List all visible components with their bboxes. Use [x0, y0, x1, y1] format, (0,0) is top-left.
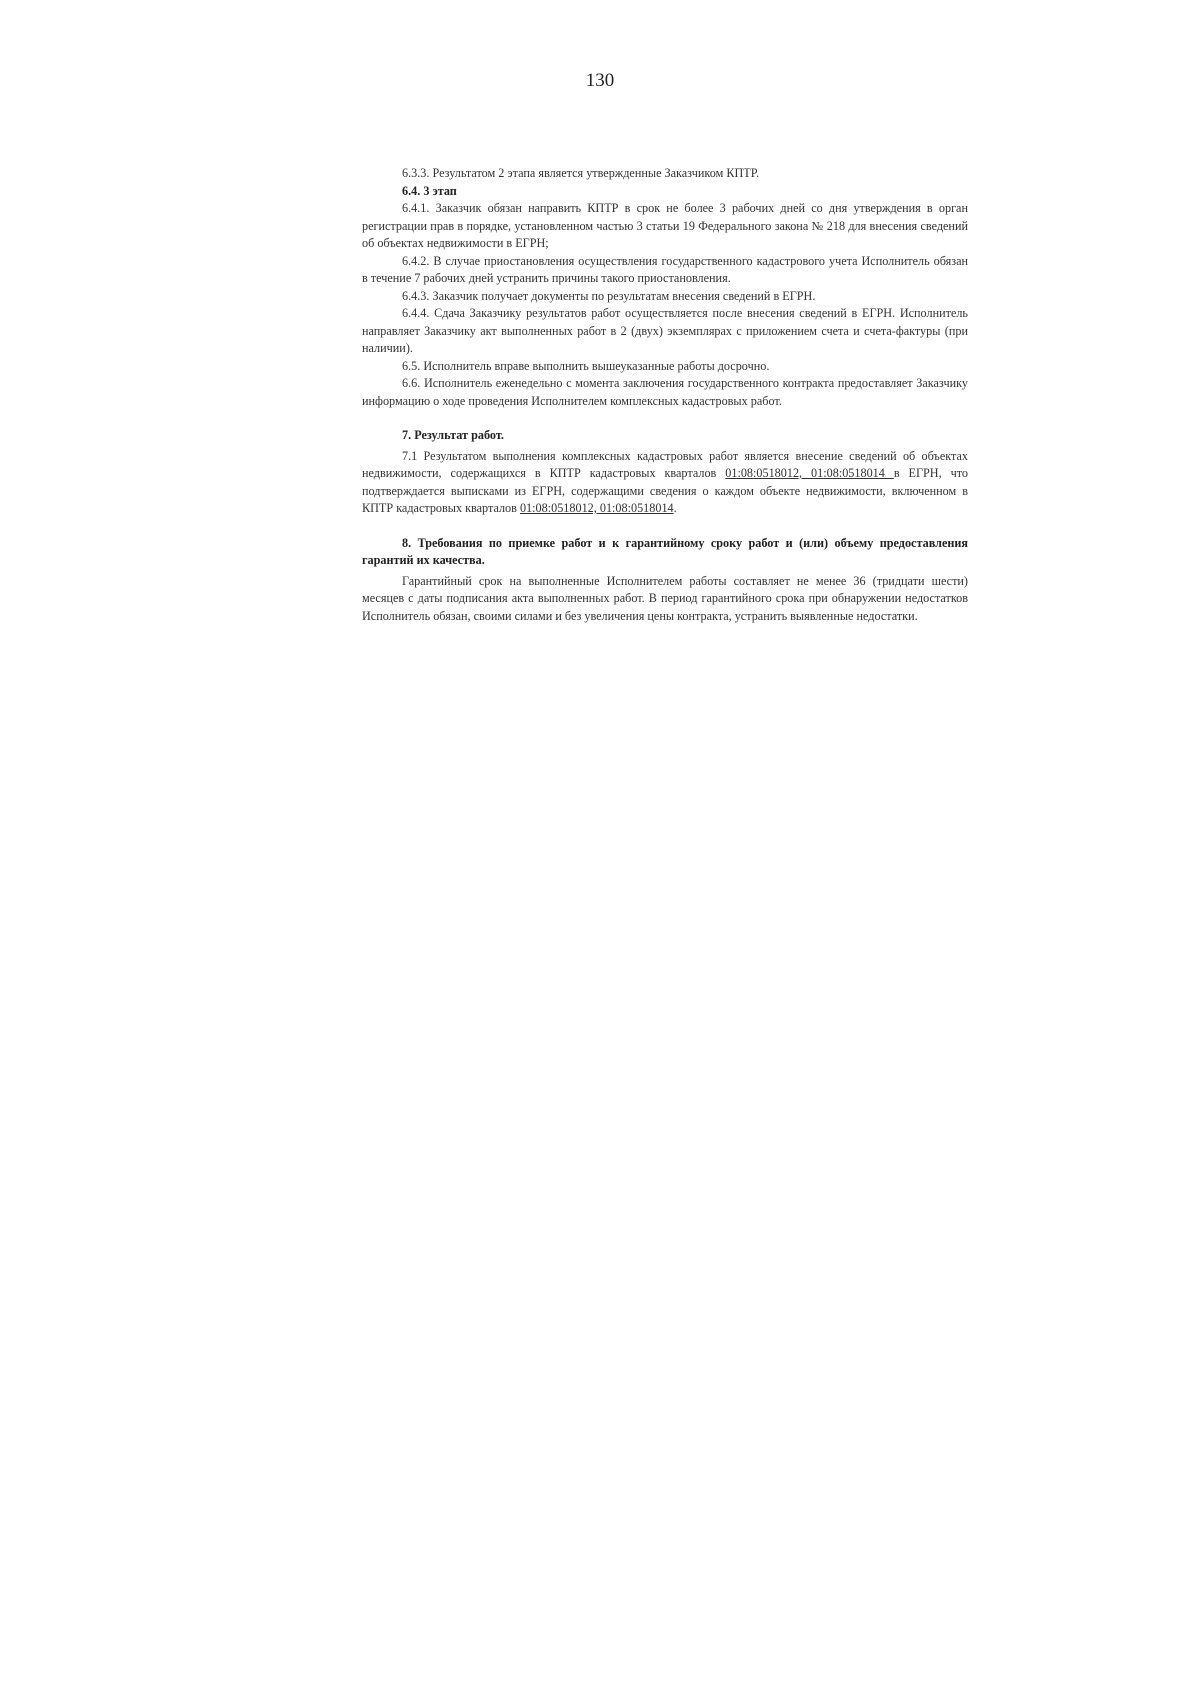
paragraph-6-4-1: 6.4.1. Заказчик обязан направить КПТР в срок не более 3 рабочих дней со дня утверждения в орган регистрации прав в порядке, установленном частью 3 статьи 19 Федерального закона № 218 для внесения сведений об объектах недвижимости в ЕГРН; — [362, 201, 968, 250]
page-number: 130 — [585, 70, 615, 91]
document-body — [362, 165, 968, 625]
paragraph-7-1-part-a: 7.1 Результатом выполнения комплексных кадастровых работ является внесение сведений об объектах недвижимости, содержащихся в КПТР кадастровых кварталов — [362, 448, 968, 480]
paragraph-6-4-3: 6.4.3. Заказчик получает документы по результатам внесения сведений в ЕГРН. — [402, 288, 816, 303]
paragraph-6-4-2: 6.4.2. В случае приостановления осуществления государственного кадастрового учета Исполнитель обязан в течение 7 рабочих дней устранить причины такого приостановления. — [362, 253, 968, 285]
heading-section-7: 7. Результат работ. — [402, 428, 504, 442]
paragraph-7-1-part-b: в ЕГРН, что подтверждается выписками из ЕГРН, содержащими сведения о каждом объекте недвижимости, включенном в КПТР кадастровых кварталов — [362, 466, 969, 515]
paragraph-6-3-3: 6.3.3. Результатом 2 этапа является утвержденные Заказчиком КПТР. — [402, 166, 760, 180]
heading-6-4: 6.4. 3 этап — [402, 183, 457, 198]
paragraph-6-4-4: 6.4.4. Сдача Заказчику результатов работ осуществляется после внесения сведений в ЕГРН. Исполнитель направляет Заказчику акт выполненных работ в 2 (двух) экземплярах с приложением счета и счета-фактуры (при наличии). — [362, 306, 968, 355]
paragraph-6-5: 6.5. Исполнитель вправе выполнить вышеуказанные работы досрочно. — [402, 358, 770, 373]
cadastral-quarters-ref-1: 01:08:0518012, 01:08:0518014 — [725, 466, 894, 480]
paragraph-7-1 — [362, 448, 968, 518]
paragraph-8-warranty: Гарантийный срок на выполненные Исполнителем работы составляет не менее 36 (тридцати шести) месяцев с даты подписания акта выполненных работ. В период гарантийного срока при обнаружении недостатков Исполнитель обязан, своими силами и без увеличения цены контракта, устранить выявленные недостатки. — [362, 573, 968, 623]
cadastral-quarters-ref-2: 01:08:0518012, 01:08:0518014 — [519, 501, 674, 515]
paragraph-6-6: 6.6. Исполнитель еженедельно с момента заключения государственного контракта предоставляет Заказчику информацию о ходе проведения Исполнителем комплексных кадастровых работ. — [362, 376, 968, 408]
paragraph-7-1-part-c: . — [673, 501, 677, 515]
heading-section-8: 8. Требования по приемке работ и к гарантийному сроку работ и (или) объему предоставления гарантий их качества. — [362, 535, 968, 567]
